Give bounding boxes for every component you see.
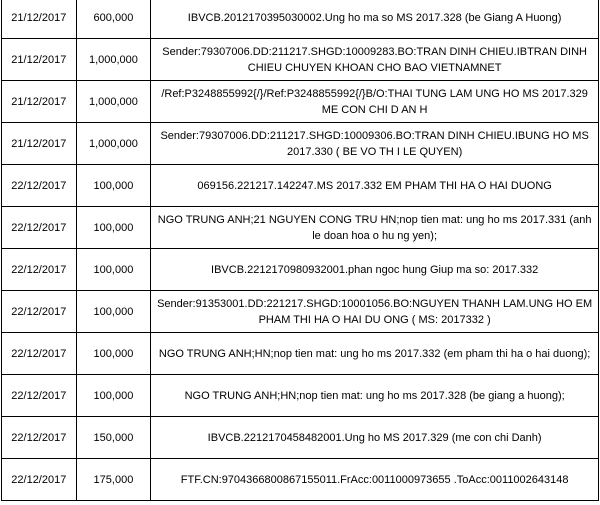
- description-cell: NGO TRUNG ANH;21 NGUYEN CONG TRU HN;nop tien mat: ung ho ms 2017.331 (anh le doan hoa o hu ng yen);: [151, 207, 599, 249]
- table-row: [2, 165, 599, 207]
- amount-cell: 100,000: [76, 165, 151, 207]
- date-cell: 22/12/2017: [2, 333, 77, 375]
- table-row: [2, 291, 599, 333]
- amount-cell: 150,000: [76, 417, 151, 459]
- date-cell: 22/12/2017: [2, 375, 77, 417]
- table-row: [2, 417, 599, 459]
- description-cell: NGO TRUNG ANH;HN;nop tien mat: ung ho ms 2017.328 (be giang a huong);: [151, 375, 599, 417]
- date-cell: 22/12/2017: [2, 165, 77, 207]
- description-cell: NGO TRUNG ANH;HN;nop tien mat: ung ho ms 2017.332 (em pham thi ha o hai duong);: [151, 333, 599, 375]
- table-row: [2, 39, 599, 81]
- table-row: [2, 0, 599, 39]
- description-cell: Sender:91353001.DD:221217.SHGD:10001056.BO:NGUYEN THANH LAM.UNG HO EM PHAM THI HA O HAI DU ONG ( MS: 2017332 ): [151, 291, 599, 333]
- date-cell: 21/12/2017: [2, 0, 77, 39]
- amount-cell: 175,000: [76, 459, 151, 501]
- table-row: [2, 375, 599, 417]
- amount-cell: 1,000,000: [76, 39, 151, 81]
- description-cell: IBVCB.2212170458482001.Ung ho MS 2017.329 (me con chi Danh): [151, 417, 599, 459]
- amount-cell: 100,000: [76, 333, 151, 375]
- amount-cell: 1,000,000: [76, 81, 151, 123]
- description-cell: IBVCB.2012170395030002.Ung ho ma so MS 2017.328 (be Giang A Huong): [151, 0, 599, 39]
- amount-cell: 100,000: [76, 207, 151, 249]
- table-row: [2, 333, 599, 375]
- date-cell: 22/12/2017: [2, 249, 77, 291]
- description-cell: Sender:79307006.DD:211217.SHGD:10009306.BO:TRAN DINH CHIEU.IBUNG HO MS 2017.330 ( BE VO TH I LE QUYEN): [151, 123, 599, 165]
- table-row: [2, 249, 599, 291]
- description-cell: Sender:79307006.DD:211217.SHGD:10009283.BO:TRAN DINH CHIEU.IBTRAN DINH CHIEU CHUYEN KHOAN CHO BAO VIETNAMNET: [151, 39, 599, 81]
- date-cell: 21/12/2017: [2, 81, 77, 123]
- description-cell: /Ref:P3248855992{/}/Ref:P3248855992{/}B/O:THAI TUNG LAM UNG HO MS 2017.329 ME CON CHI D AN H: [151, 81, 599, 123]
- table-row: [2, 81, 599, 123]
- table-row: [2, 459, 599, 501]
- date-cell: 21/12/2017: [2, 39, 77, 81]
- donation-table: [1, 0, 599, 501]
- amount-cell: 1,000,000: [76, 123, 151, 165]
- date-cell: 22/12/2017: [2, 291, 77, 333]
- table-row: [2, 207, 599, 249]
- description-cell: 069156.221217.142247.MS 2017.332 EM PHAM THI HA O HAI DUONG: [151, 165, 599, 207]
- description-cell: FTF.CN:9704366800867155011.FrAcc:0011000973655 .ToAcc:0011002643148: [151, 459, 599, 501]
- amount-cell: 600,000: [76, 0, 151, 39]
- description-cell: IBVCB.2212170980932001.phan ngoc hung Giup ma so: 2017.332: [151, 249, 599, 291]
- date-cell: 22/12/2017: [2, 459, 77, 501]
- amount-cell: 100,000: [76, 249, 151, 291]
- date-cell: 21/12/2017: [2, 123, 77, 165]
- date-cell: 22/12/2017: [2, 207, 77, 249]
- amount-cell: 100,000: [76, 291, 151, 333]
- table-row: [2, 123, 599, 165]
- date-cell: 22/12/2017: [2, 417, 77, 459]
- amount-cell: 100,000: [76, 375, 151, 417]
